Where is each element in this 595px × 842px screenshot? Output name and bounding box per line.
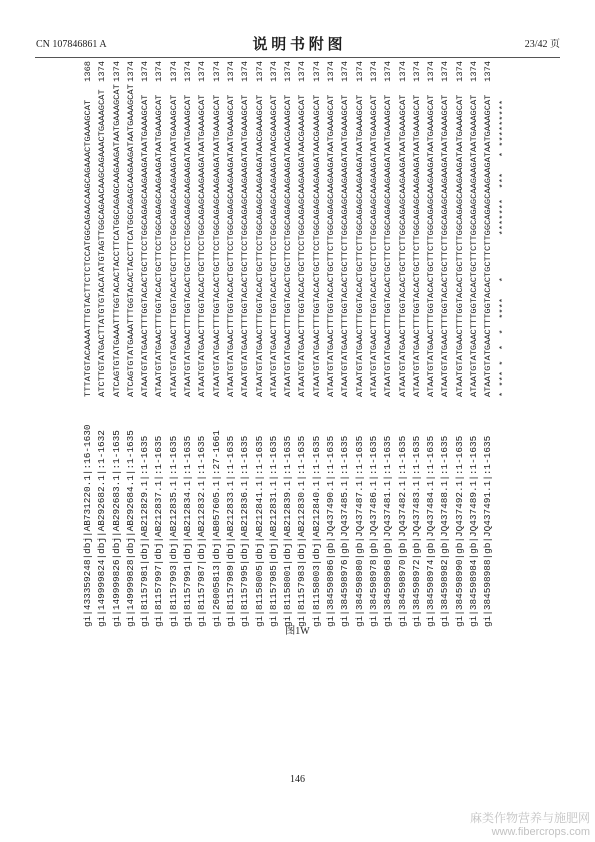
sequence-position: 1374 bbox=[354, 61, 365, 82]
figure-caption: 图1W bbox=[285, 626, 310, 637]
sequence-id: gi|81158001|dbj|AB212839.1|:1-1635 bbox=[282, 435, 294, 627]
sequence-residues: ATAATGTATGAACTTTGGTACACTGCTTCTTGGCAGAGCAAGAAGATAATGAAAGCAT bbox=[397, 94, 408, 397]
sequence-residues: ATAATGTATGAACTTTGGTACACTGCTTCTTGGCAGAGCAAGAAGATAATGAAAGCAT bbox=[454, 94, 465, 397]
sequence-residues: ATAATGTATGAACTTTGGTACACTGCTTCCTGGCAGAGCAAGAAGATAACGAAAGCAT bbox=[297, 94, 308, 397]
sequence-residues: ATAATGTATGAACTTTGGTACACTGCTTCTTGGCAGAGCAAGAAGATAATGAAAGCAT bbox=[326, 94, 337, 397]
sequence-position: 1374 bbox=[326, 61, 337, 82]
alignment-row bbox=[424, 61, 438, 627]
sequence-id: gi|384598986|gb|JQ437490.1|:1-1635 bbox=[325, 435, 337, 627]
sequence-residues: ATAATGTATGAACTTTGGTACACTGCTTCCTGGCAGAGCAAGAAGATAATGAAAGCAT bbox=[240, 94, 251, 397]
sequence-position: 1374 bbox=[254, 61, 265, 82]
sequence-residues: ATAATGTATGAACTTTGGTACACTGCTTCCTGGCAGAGCAAGAAGATAACGAAAGCAT bbox=[283, 94, 294, 397]
sequence-id: gi|81157985|dbj|AB212831.1|:1-1635 bbox=[267, 435, 279, 627]
sequence-id: gi|81157991|dbj|AB212834.1|:1-1635 bbox=[182, 435, 194, 627]
sequence-residues: ATAATGTATGAACTTTGGTACACTGCTTCCTGGCAGAGCAAGAAGATAACGAAAGCAT bbox=[311, 94, 322, 397]
sequence-residues: ATAATGTATGAACTTTGGTACACTGCTTCCTGGCAGAGCAAGAAGATAATGAAAGCAT bbox=[197, 94, 208, 397]
sequence-id: gi|384598972|gb|JQ437483.1|:1-1635 bbox=[410, 435, 422, 627]
alignment-row bbox=[95, 61, 109, 627]
page-number: 146 bbox=[290, 774, 305, 785]
consensus-row bbox=[496, 61, 510, 627]
sequence-id: gi|384598984|gb|JQ437489.1|:1-1635 bbox=[468, 435, 480, 627]
sequence-residues: ATAATGTATGAACTTTGGTACACTGCTTCTTGGCAGAGCAAGAAGATAATGAAAGCAT bbox=[340, 94, 351, 397]
sequence-residues: ATAATGTATGAACTTTGGTACACTGCTTCCTGGCAGAGCAAGAAGATAACGAAAGCAT bbox=[268, 94, 279, 397]
sequence-id: gi|81157981|dbj|AB212829.1|:1-1635 bbox=[139, 435, 151, 627]
alignment-row bbox=[224, 61, 238, 627]
sequence-position: 1374 bbox=[469, 61, 480, 82]
sequence-id: gi|81158003|dbj|AB212840.1|:1-1635 bbox=[310, 435, 322, 627]
sequence-id: gi|81157997|dbj|AB212837.1|:1-1635 bbox=[153, 435, 165, 627]
alignment-row bbox=[167, 61, 181, 627]
alignment-rows bbox=[81, 61, 496, 627]
sequence-id: gi|149999828|dbj|AB292684.1|:1-1635 bbox=[124, 430, 136, 627]
alignment-row bbox=[324, 61, 338, 627]
sequence-position: 1374 bbox=[211, 61, 222, 82]
alignment-row bbox=[367, 61, 381, 627]
alignment-row bbox=[410, 61, 424, 627]
sequence-residues: ATCAGTGTATGAAATTTGGTACACTACCTTCATGGCAGAGCAAGAAGATAATGAAAGCAT bbox=[111, 84, 122, 397]
sequence-position: 1374 bbox=[97, 61, 108, 82]
alignment-row bbox=[310, 61, 324, 627]
alignment-row bbox=[181, 61, 195, 627]
sequence-position: 1374 bbox=[125, 61, 136, 82]
sequence-position: 1374 bbox=[297, 61, 308, 82]
sequence-position: 1374 bbox=[368, 61, 379, 82]
header-rule bbox=[35, 57, 560, 58]
sequence-residues: ATCAGTGTATGAAATTTGGTACACTACCTTCATGGCAGAGCAAGAAGATAATGAAAGCAT bbox=[125, 84, 136, 397]
sequence-id: gi|384598982|gb|JQ437488.1|:1-1635 bbox=[439, 435, 451, 627]
alignment-row bbox=[195, 61, 209, 627]
alignment-row bbox=[396, 61, 410, 627]
sequence-position: 1374 bbox=[225, 61, 236, 82]
alignment-block bbox=[81, 61, 511, 627]
alignment-row bbox=[353, 61, 367, 627]
sequence-residues: ATAATGTATGAACTTTGGTACACTGCTTCCTGGCAGAGCAAGAAGATAATGAAAGCAT bbox=[225, 94, 236, 397]
alignment-row bbox=[381, 61, 395, 627]
sequence-residues: ATAATGTATGAACTTTGGTACACTGCTTCCTGGCAGAGCAAGAAGATAATGAAAGCAT bbox=[154, 94, 165, 397]
watermark-url: www.fibercrops.com bbox=[491, 826, 590, 838]
sequence-id: gi|81157983|dbj|AB212830.1|:1-1635 bbox=[296, 435, 308, 627]
alignment-row bbox=[438, 61, 452, 627]
alignment-row bbox=[267, 61, 281, 627]
sequence-id: gi|384598980|gb|JQ437487.1|:1-1635 bbox=[353, 435, 365, 627]
sequence-id: gi|433359248|dbj|AB731220.1|:16-1630 bbox=[82, 424, 93, 627]
sequence-id: gi|26005813|dbj|AB057605.1|:27-1661 bbox=[210, 430, 222, 627]
alignment-row bbox=[253, 61, 267, 627]
alignment-row bbox=[338, 61, 352, 627]
sequence-residues: ATAATGTATGAACTTTGGTACACTGCTTCCTGGCAGAGCAAGAAGATAATGAAAGCAT bbox=[211, 94, 222, 397]
sequence-position: 1374 bbox=[440, 61, 451, 82]
page-counter: 23/42 页 bbox=[524, 39, 560, 50]
consensus-marks: * *** * * * **** * ******* *** * ********* bbox=[497, 99, 508, 397]
sequence-residues: ATAATGTATGAACTTTGGTACACTGCTTCTTGGCAGAGCAAGAAGATAATGAAAGCAT bbox=[426, 94, 437, 397]
sequence-id: gi|149999824|dbj|AB292682.1|:1-1632 bbox=[96, 430, 108, 627]
sequence-residues: ATAATGTATGAACTTTGGTACACTGCTTCTTGGCAGAGCAAGAAGATAATGAAAGCAT bbox=[383, 94, 394, 397]
sequence-position: 1374 bbox=[454, 61, 465, 82]
alignment-row bbox=[295, 61, 309, 627]
sequence-id: gi|384598970|gb|JQ437482.1|:1-1635 bbox=[396, 435, 408, 627]
sequence-id: gi|384598978|gb|JQ437486.1|:1-1635 bbox=[367, 435, 379, 627]
sequence-residues: ATCTTGTATGACTTATGTGTACATATGTAGTTGGCAGAACAAGCAGAAACTGAAAGCAT bbox=[97, 89, 108, 397]
sequence-residues: ATAATGTATGAACTTTGGTACACTGCTTCCTGGCAGAGCAAGAAGATAATGAAAGCAT bbox=[168, 94, 179, 397]
sequence-residues: ATAATGTATGAACTTTGGTACACTGCTTCCTGGCAGAGCAAGAAGATAACGAAAGCAT bbox=[254, 94, 265, 397]
sequence-residues: ATAATGTATGAACTTTGGTACACTGCTTCTTGGCAGAGCAAGAAGATAATGAAAGCAT bbox=[469, 94, 480, 397]
alignment-row bbox=[81, 61, 95, 627]
sequence-id: gi|81157987|dbj|AB212832.1|:1-1635 bbox=[196, 435, 208, 627]
sequence-residues: ATAATGTATGAACTTTGGTACACTGCTTCTTGGCAGAGCAAGAAGATAATGAAAGCAT bbox=[411, 94, 422, 397]
sequence-position: 1374 bbox=[283, 61, 294, 82]
alignment-row bbox=[210, 61, 224, 627]
sequence-id: gi|384598974|gb|JQ437484.1|:1-1635 bbox=[425, 435, 437, 627]
sequence-id: gi|384598976|gb|JQ437485.1|:1-1635 bbox=[339, 435, 351, 627]
sequence-position: 1374 bbox=[383, 61, 394, 82]
alignment-row bbox=[110, 61, 124, 627]
sequence-position: 1374 bbox=[111, 61, 122, 82]
sequence-position: 1374 bbox=[168, 61, 179, 82]
alignment-row bbox=[152, 61, 166, 627]
sequence-position: 1374 bbox=[411, 61, 422, 82]
sequence-position: 1374 bbox=[426, 61, 437, 82]
consensus-id-spacer bbox=[496, 397, 510, 627]
alignment-row bbox=[467, 61, 481, 627]
sequence-residues: ATAATGTATGAACTTTGGTACACTGCTTCCTGGCAGAGCAAGAAGATAATGAAAGCAT bbox=[140, 94, 151, 397]
alignment-row bbox=[238, 61, 252, 627]
sequence-residues: ATAATGTATGAACTTTGGTACACTGCTTCTTGGCAGAGCAAGAAGATAATGAAAGCAT bbox=[354, 94, 365, 397]
alignment-row bbox=[453, 61, 467, 627]
consensus-pos-spacer bbox=[496, 61, 510, 84]
sequence-position: 1374 bbox=[240, 61, 251, 82]
alignment-row bbox=[124, 61, 138, 627]
sequence-residues: ATAATGTATGAACTTTGGTACACTGCTTCTTGGCAGAGCAAGAAGATAATGAAAGCAT bbox=[483, 94, 494, 397]
sequence-id: gi|384598968|gb|JQ437481.1|:1-1635 bbox=[382, 435, 394, 627]
sequence-position: 1374 bbox=[268, 61, 279, 82]
sequence-position: 1374 bbox=[183, 61, 194, 82]
sequence-id: gi|149999826|dbj|AB292683.1|:1-1635 bbox=[110, 430, 122, 627]
sequence-id: gi|81157993|dbj|AB212835.1|:1-1635 bbox=[167, 435, 179, 627]
sequence-position: 1374 bbox=[311, 61, 322, 82]
sequence-id: gi|384598988|gb|JQ437491.1|:1-1635 bbox=[482, 435, 494, 627]
watermark-site-name: 麻类作物营养与施肥网 bbox=[469, 811, 590, 825]
alignment-row bbox=[481, 61, 495, 627]
sequence-residues: ATAATGTATGAACTTTGGTACACTGCTTCTTGGCAGAGCAAGAAGATAATGAAAGCAT bbox=[440, 94, 451, 397]
sequence-id: gi|384598990|gb|JQ437492.1|:1-1635 bbox=[453, 435, 465, 627]
patent-number: CN 107846861 A bbox=[36, 39, 107, 50]
sequence-position: 1374 bbox=[140, 61, 151, 82]
sequence-position: 1374 bbox=[340, 61, 351, 82]
sequence-residues: TTTATGTACAAAATTTGTACTTCTCTCCATGGCAGAACAAGCAGAAACTGAAAGCAT bbox=[83, 99, 93, 397]
sequence-position: 1374 bbox=[197, 61, 208, 82]
sequence-id: gi|81157995|dbj|AB212836.1|:1-1635 bbox=[239, 435, 251, 627]
alignment-row bbox=[281, 61, 295, 627]
sequence-position: 1368 bbox=[83, 61, 93, 82]
sequence-id: gi|81158005|dbj|AB212841.1|:1-1635 bbox=[253, 435, 265, 627]
sequence-position: 1374 bbox=[154, 61, 165, 82]
alignment-row bbox=[138, 61, 152, 627]
sequence-residues: ATAATGTATGAACTTTGGTACACTGCTTCTTGGCAGAGCAAGAAGATAATGAAAGCAT bbox=[368, 94, 379, 397]
sequence-position: 1374 bbox=[483, 61, 494, 82]
section-title: 说 明 书 附 图 bbox=[252, 37, 343, 53]
sequence-residues: ATAATGTATGAACTTTGGTACACTGCTTCCTGGCAGAGCAAGAAGATAATGAAAGCAT bbox=[183, 94, 194, 397]
sequence-id: gi|81157989|dbj|AB212833.1|:1-1635 bbox=[224, 435, 236, 627]
sequence-position: 1374 bbox=[397, 61, 408, 82]
